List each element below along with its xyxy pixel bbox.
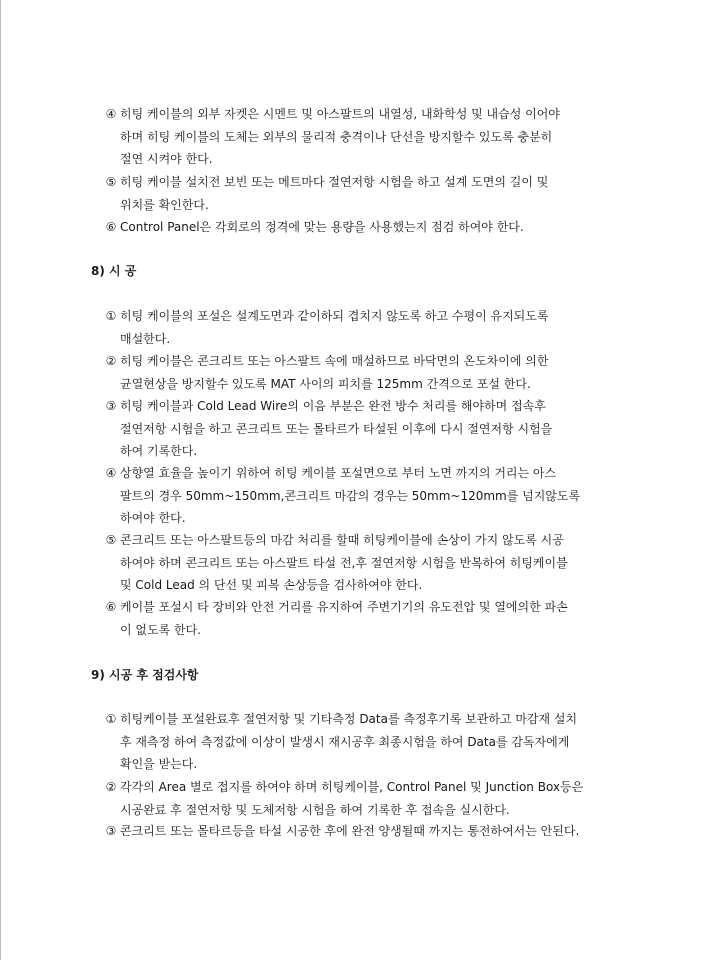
item-text-line: 케이블 포설시 타 장비와 안전 거리를 유지하여 주변기기의 유도전압 및 열에의한 파손 [120,600,568,614]
item-text-line: 팔트의 경우 50mm~150mm,콘크리트 마감의 경우는 50mm~120mm를 넘지않도록 [120,488,581,503]
item-number: ⑤ [105,533,117,547]
item-number: ⑥ [105,600,117,614]
section-heading: 9) 시공 후 점검사항 [91,668,199,682]
list-item [103,596,663,641]
item-text-line: 균열현상을 방지할수 있도록 MAT 사이의 피치를 125mm 간격으로 포설 한다. [120,376,531,391]
item-number: ① [105,712,117,726]
list-item [103,529,663,597]
list-item [103,776,663,821]
list-item [103,103,663,171]
item-text-line: 절연 시켜야 한다. [120,152,213,166]
item-text-line: 절연저항 시험을 하고 콘크리트 또는 몰타르가 타설된 이후에 다시 절연저항 시험을 [120,421,553,436]
item-number: ① [105,309,117,323]
item-text-line: 히팅 케이블과 Cold Lead Wire의 이음 부분은 완전 방수 처리를 해야하며 접속후 [120,399,546,413]
item-text-line: 히팅 케이블은 콘크리트 또는 아스팔트 속에 매설하므로 바닥면의 온도차이에 의한 [120,354,549,368]
item-text-line: 하여야 하며 콘크리트 또는 아스팔트 타설 전,후 절연저항 시험을 반복하여 히팅케이블 [120,555,568,570]
item-text-line: 히팅 케이블의 포설은 설계도면과 같이하되 겹치지 않도록 하고 수평이 유지되도록 [120,309,549,323]
item-text-line: 히팅 케이블의 외부 자켓은 시멘트 및 아스팔트의 내열성, 내화학성 및 내습성 이어야 [120,107,560,121]
item-text-line: 시공완료 후 절연저항 및 도체저항 시험을 하여 기록한 후 접속을 실시한다. [120,802,510,817]
item-number: ④ [105,466,117,480]
item-text-line: 확인을 받는다. [120,757,198,771]
list-item [103,820,663,843]
list-item [103,171,663,216]
list-item [103,216,663,239]
item-number: ③ [105,399,117,413]
item-text-line: 각각의 Area 별로 접지를 하여야 하며 히팅케이블, Control Panel 및 Junction Box등은 [120,780,584,794]
item-text-line: 상향열 효율을 높이기 위하여 히팅 케이블 포설면으로 부터 노면 까지의 거리는 아스 [120,466,557,480]
section-heading: 8) 시 공 [91,264,137,278]
item-number: ③ [105,824,117,838]
item-text-line: 위치를 확인한다. [120,197,209,212]
item-text-line: 매설한다. [120,331,171,346]
item-text-line: 하여 기록한다. [120,444,198,458]
item-number: ② [105,354,117,368]
item-text-line: Control Panel은 각회로의 정격에 맞는 용량을 사용했는지 점검 하여야 한다. [120,220,524,234]
list-item [103,395,663,463]
item-number: ② [105,780,117,794]
item-number: ⑥ [105,220,117,234]
list-item [103,708,663,776]
item-text-line: 및 Cold Lead 의 단선 및 피복 손상등을 검사하여야 한다. [120,578,423,592]
item-text-line: 콘크리트 또는 몰타르등을 타설 시공한 후에 완전 양생될때 까지는 통전하여서는 안된다. [120,824,580,838]
item-text-line: 이 없도록 한다. [120,622,201,637]
list-item [103,350,663,395]
item-text-line: 하며 히팅 케이블의 도체는 외부의 물리적 충격이나 단선을 방지할수 있도록 충분히 [120,129,553,144]
item-text-line: 하여야 한다. [120,511,186,525]
item-text-line: 후 재측정 하여 측정값에 이상이 발생시 재시공후 최종시험을 하여 Data를 감독자에게 [120,734,570,749]
item-number: ⑤ [105,175,117,189]
item-text-line: 콘크리트 또는 아스팔트등의 마감 처리를 할때 히팅케이블에 손상이 가지 않도록 시공 [120,533,564,547]
list-item [103,305,663,350]
item-text-line: 히팅 케이블 설치전 보빈 또는 메트마다 절연저항 시험을 하고 설계 도면의 길이 및 [120,175,549,189]
list-item [103,462,663,530]
item-number: ④ [105,107,117,121]
item-text-line: 히팅케이블 포설완료후 절연저항 및 기타측정 Data를 측정후기록 보관하고 마감재 설치 [120,712,578,726]
